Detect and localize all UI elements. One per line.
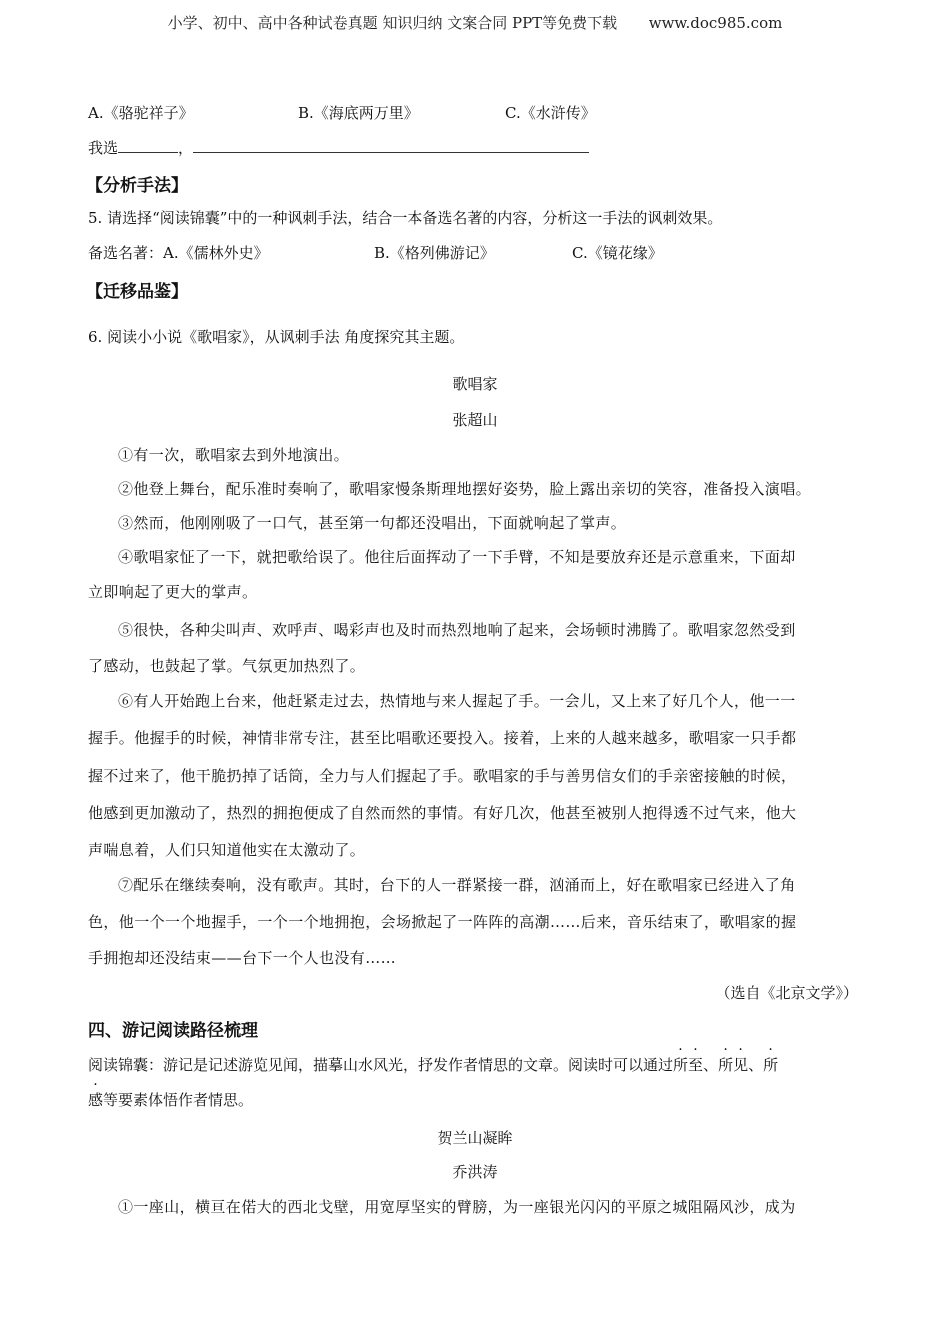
story-line: 他感到更加激动了，热烈的拥抱便成了自然而然的事情。有好几次，他甚至被别人抱得透不过气来，他大 [88,804,797,822]
tip-sep: 、 [703,1056,719,1074]
story-line: 声喘息着，人们只知道他实在太激动了。 [88,841,366,859]
emphasis-suojian [718,1056,748,1074]
story-title: 歌唱家 [452,375,498,393]
q5-option-c: C.《镜花缘》 [572,244,663,262]
q6-prompt: 6. 阅读小小说《歌唱家》，从讽刺手法 角度探究其主题。 [88,328,465,346]
story-line: 握手。他握手的时候，神情非常专注，甚至比唱歌还要投入。接着，上来的人越来越多，歌唱家一只手都 [88,729,797,747]
section-analyze-title: 【分析手法】 [86,176,188,196]
essay-author: 乔洪涛 [452,1163,498,1181]
tip-line-1 [88,1054,778,1075]
essay-title: 贺兰山凝眸 [437,1129,513,1147]
tip-text: 等要素体悟作者情思。 [103,1091,254,1109]
section4-title: 四、游记阅读路径梳理 [88,1021,258,1041]
q5-books [88,242,269,263]
emphasis-char: 所 [763,1056,779,1074]
tip-sep: 、 [748,1056,764,1074]
emphasis-char: 感 [88,1091,104,1109]
essay-line: ①一座山，横亘在偌大的西北戈壁，用宽厚坚实的臂膀，为一座银光闪闪的平原之城阻隔风沙，成为 [118,1198,796,1216]
story-line: ⑥有人开始跑上台来，他赶紧走过去，热情地与来人握起了手。一会儿，又上来了好几个人，他一一 [118,692,796,710]
story-line: 握不过来了，他干脆扔掉了话筒，全力与人们握起了手。歌唱家的手与善男信女们的手亲密接触的时候， [88,767,797,785]
page-header [0,12,950,33]
emphasis-suozhi [673,1056,703,1074]
emphasis-char: 至 [688,1056,704,1074]
q5-option-a: A.《儒林外史》 [163,244,269,262]
q4-option-b: B.《海底两万里》 [298,104,419,122]
q4-choice-blank[interactable] [118,138,178,153]
story-line: ③然而，他刚刚吸了一口气，甚至第一句都还没唱出，下面就响起了掌声。 [118,514,627,532]
story-line: 色，他一个一个地握手，一个一个地拥抱，会场掀起了一阵阵的高潮……后来，音乐结束了，歌唱家的握 [88,913,797,931]
story-line: ②他登上舞台，配乐准时奏响了，歌唱家慢条斯理地摆好姿势，脸上露出亲切的笑容，准备投入演唱。 [118,480,812,498]
q4-reason-blank[interactable] [193,138,589,153]
emphasis-char: 所 [718,1056,734,1074]
q4-option-a: A.《骆驼祥子》 [88,104,194,122]
story-line: ④歌唱家怔了一下，就把歌给误了。他往后面挥动了一下手臂，不知是要放弃还是示意重来，下面却 [118,548,796,566]
q4-choose-label: 我选 [88,139,119,157]
story-line: 立即响起了更大的掌声。 [88,583,258,601]
q4-option-c: C.《水浒传》 [505,104,596,122]
tip-line-2 [88,1089,253,1110]
q4-comma: ， [178,139,194,157]
story-line: 手拥抱却还没结束——台下一个人也没有…… [88,949,397,967]
story-author: 张超山 [452,411,498,429]
story-line: ①有一次，歌唱家去到外地演出。 [118,446,350,464]
story-line: 了感动，也鼓起了掌。气氛更加热烈了。 [88,657,366,675]
section-transfer-title: 【迁移品鉴】 [86,282,188,302]
header-text: 小学、初中、高中各种试卷真题 知识归纳 文案合同 PPT等免费下载 [167,14,618,32]
q5-prompt: 5. 请选择“阅读锦囊”中的一种讽刺手法，结合一本备选名著的内容，分析这一手法的讽刺效果。 [88,209,723,227]
q4-choose-line [88,137,589,158]
q5-option-b: B.《格列佛游记》 [374,244,495,262]
story-line: ⑤很快，各种尖叫声、欢呼声、喝彩声也及时而热烈地响了起来，会场顿时沸腾了。歌唱家忽然受到 [118,621,796,639]
header-url[interactable]: www.doc985.com [648,14,783,32]
q5-books-label: 备选名著： [88,244,164,262]
emphasis-char: 见 [733,1056,749,1074]
story-line: ⑦配乐在继续奏响，没有歌声。其时，台下的人一群紧接一群，汹涌而上，好在歌唱家已经进入了角 [118,876,796,894]
emphasis-char: 所 [673,1056,689,1074]
tip-text: 阅读锦囊：游记是记述游览见闻，描摹山水风光，抒发作者情思的文章。阅读时可以通过 [88,1056,674,1074]
story-source: （选自《北京文学》） [715,984,858,1002]
